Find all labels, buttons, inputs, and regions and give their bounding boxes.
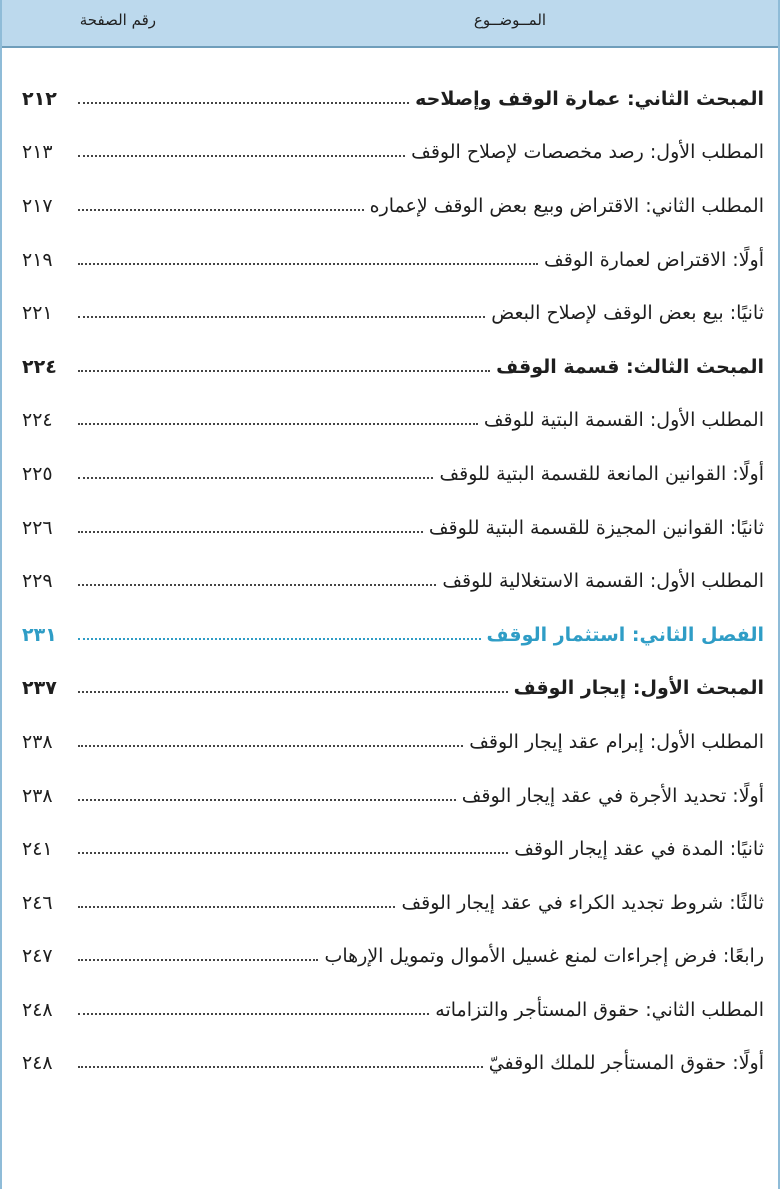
toc-entry-title: ثانيًا: القوانين المجيزة للقسمة البتية للوقف	[428, 516, 764, 539]
dot-leader	[78, 906, 395, 908]
toc-entry-page-number: ٢٤٧	[22, 945, 53, 968]
toc-entry-title: المطلب الأول: القسمة البتية للوقف	[483, 409, 764, 432]
toc-entry-title: المبحث الثالث: قسمة الوقف	[496, 355, 764, 378]
toc-entry[interactable]	[22, 72, 764, 126]
toc-entry-title: المطلب الأول: إبرام عقد إيجار الوقف	[469, 730, 764, 753]
toc-entry-title: المطلب الثاني: الاقتراض وبيع بعض الوقف لإعماره	[369, 194, 764, 217]
toc-entry-page-number: ٢٤٨	[22, 998, 53, 1021]
toc-entry[interactable]	[22, 286, 764, 340]
dot-leader	[78, 1066, 483, 1068]
toc-entry[interactable]	[22, 876, 764, 930]
dot-leader	[78, 209, 364, 211]
toc-entry[interactable]	[22, 554, 764, 608]
toc-entry-title: الفصل الثاني: استثمار الوقف	[486, 623, 764, 646]
dot-leader	[78, 531, 423, 533]
toc-entry-page-number: ٢٣٨	[22, 784, 53, 807]
dot-leader	[78, 316, 485, 318]
toc-entry-title: أولًا: الاقتراض لعمارة الوقف	[544, 248, 764, 271]
toc-entry-title: أولًا: القوانين المانعة للقسمة البتية للوقف	[439, 462, 764, 485]
dot-leader	[78, 799, 456, 801]
toc-entry-page-number: ٢١٩	[22, 248, 53, 271]
toc-list	[2, 72, 778, 1090]
dot-leader	[78, 477, 433, 479]
toc-entry[interactable]	[22, 447, 764, 501]
toc-entry-page-number: ٢١٢	[22, 87, 57, 110]
dot-leader	[78, 691, 508, 693]
toc-entry[interactable]	[22, 1037, 764, 1091]
toc-entry-title: ثانيًا: بيع بعض الوقف لإصلاح البعض	[491, 302, 764, 325]
toc-entry[interactable]	[22, 715, 764, 769]
toc-entry-title: رابعًا: فرض إجراءات لمنع غسيل الأموال وتمويل الإرهاب	[324, 945, 764, 968]
dot-leader	[78, 745, 463, 747]
toc-entry-page-number: ٢٢٤	[22, 409, 53, 432]
toc-entry[interactable]	[22, 501, 764, 555]
toc-entry-title: المطلب الأول: القسمة الاستغلالية للوقف	[442, 570, 764, 593]
toc-entry-page-number: ٢٤١	[22, 838, 53, 861]
toc-entry-title: المطلب الأول: رصد مخصصات لإصلاح الوقف	[411, 141, 764, 164]
toc-entry[interactable]	[22, 394, 764, 448]
toc-entry-page-number: ٢١٣	[22, 141, 53, 164]
toc-entry-title: المبحث الأول: إيجار الوقف	[513, 677, 764, 700]
toc-entry-title: المطلب الثاني: حقوق المستأجر والتزاماته	[435, 998, 764, 1021]
toc-entry[interactable]	[22, 608, 764, 662]
toc-entry-page-number: ٢٢٥	[22, 462, 53, 485]
toc-entry[interactable]	[22, 340, 764, 394]
dot-leader	[78, 102, 409, 104]
toc-entry[interactable]	[22, 930, 764, 984]
dot-leader	[78, 584, 436, 586]
dot-leader	[78, 959, 318, 961]
toc-entry-page-number: ٢٤٦	[22, 891, 53, 914]
dot-leader	[78, 155, 405, 157]
header-topic-label: المــوضــوع	[473, 11, 547, 29]
toc-entry[interactable]	[22, 179, 764, 233]
header-page-label: رقم الصفحة	[79, 11, 156, 29]
toc-entry-page-number: ٢٢٦	[22, 516, 53, 539]
toc-entry-page-number: ٢٢٤	[22, 355, 57, 378]
toc-entry-page-number: ٢٢١	[22, 302, 53, 325]
toc-entry-title: ثانيًا: المدة في عقد إيجار الوقف	[514, 838, 764, 861]
dot-leader	[78, 423, 478, 425]
toc-entry[interactable]	[22, 822, 764, 876]
dot-leader	[78, 1013, 429, 1015]
toc-entry-page-number: ٢١٧	[22, 194, 53, 217]
toc-entry[interactable]	[22, 769, 764, 823]
toc-entry-title: المبحث الثاني: عمارة الوقف وإصلاحه	[415, 87, 764, 110]
toc-entry[interactable]	[22, 983, 764, 1037]
dot-leader	[78, 638, 481, 640]
dot-leader	[78, 263, 538, 265]
dot-leader	[78, 370, 490, 372]
toc-entry-page-number: ٢٢٩	[22, 570, 53, 593]
toc-entry-page-number: ٢٤٨	[22, 1052, 53, 1075]
toc-entry-page-number: ٢٣١	[22, 623, 57, 646]
toc-entry[interactable]	[22, 662, 764, 716]
toc-entry-title: أولًا: تحديد الأجرة في عقد إيجار الوقف	[461, 784, 764, 807]
table-header	[2, 0, 778, 48]
toc-entry-title: ثالثًا: شروط تجديد الكراء في عقد إيجار الوقف	[401, 891, 764, 914]
toc-entry[interactable]	[22, 233, 764, 287]
toc-entry-title: أولًا: حقوق المستأجر للملك الوقفيّ	[488, 1052, 764, 1075]
toc-entry-page-number: ٢٣٧	[22, 677, 57, 700]
toc-entry-page-number: ٢٣٨	[22, 730, 53, 753]
toc-entry[interactable]	[22, 126, 764, 180]
dot-leader	[78, 852, 508, 854]
